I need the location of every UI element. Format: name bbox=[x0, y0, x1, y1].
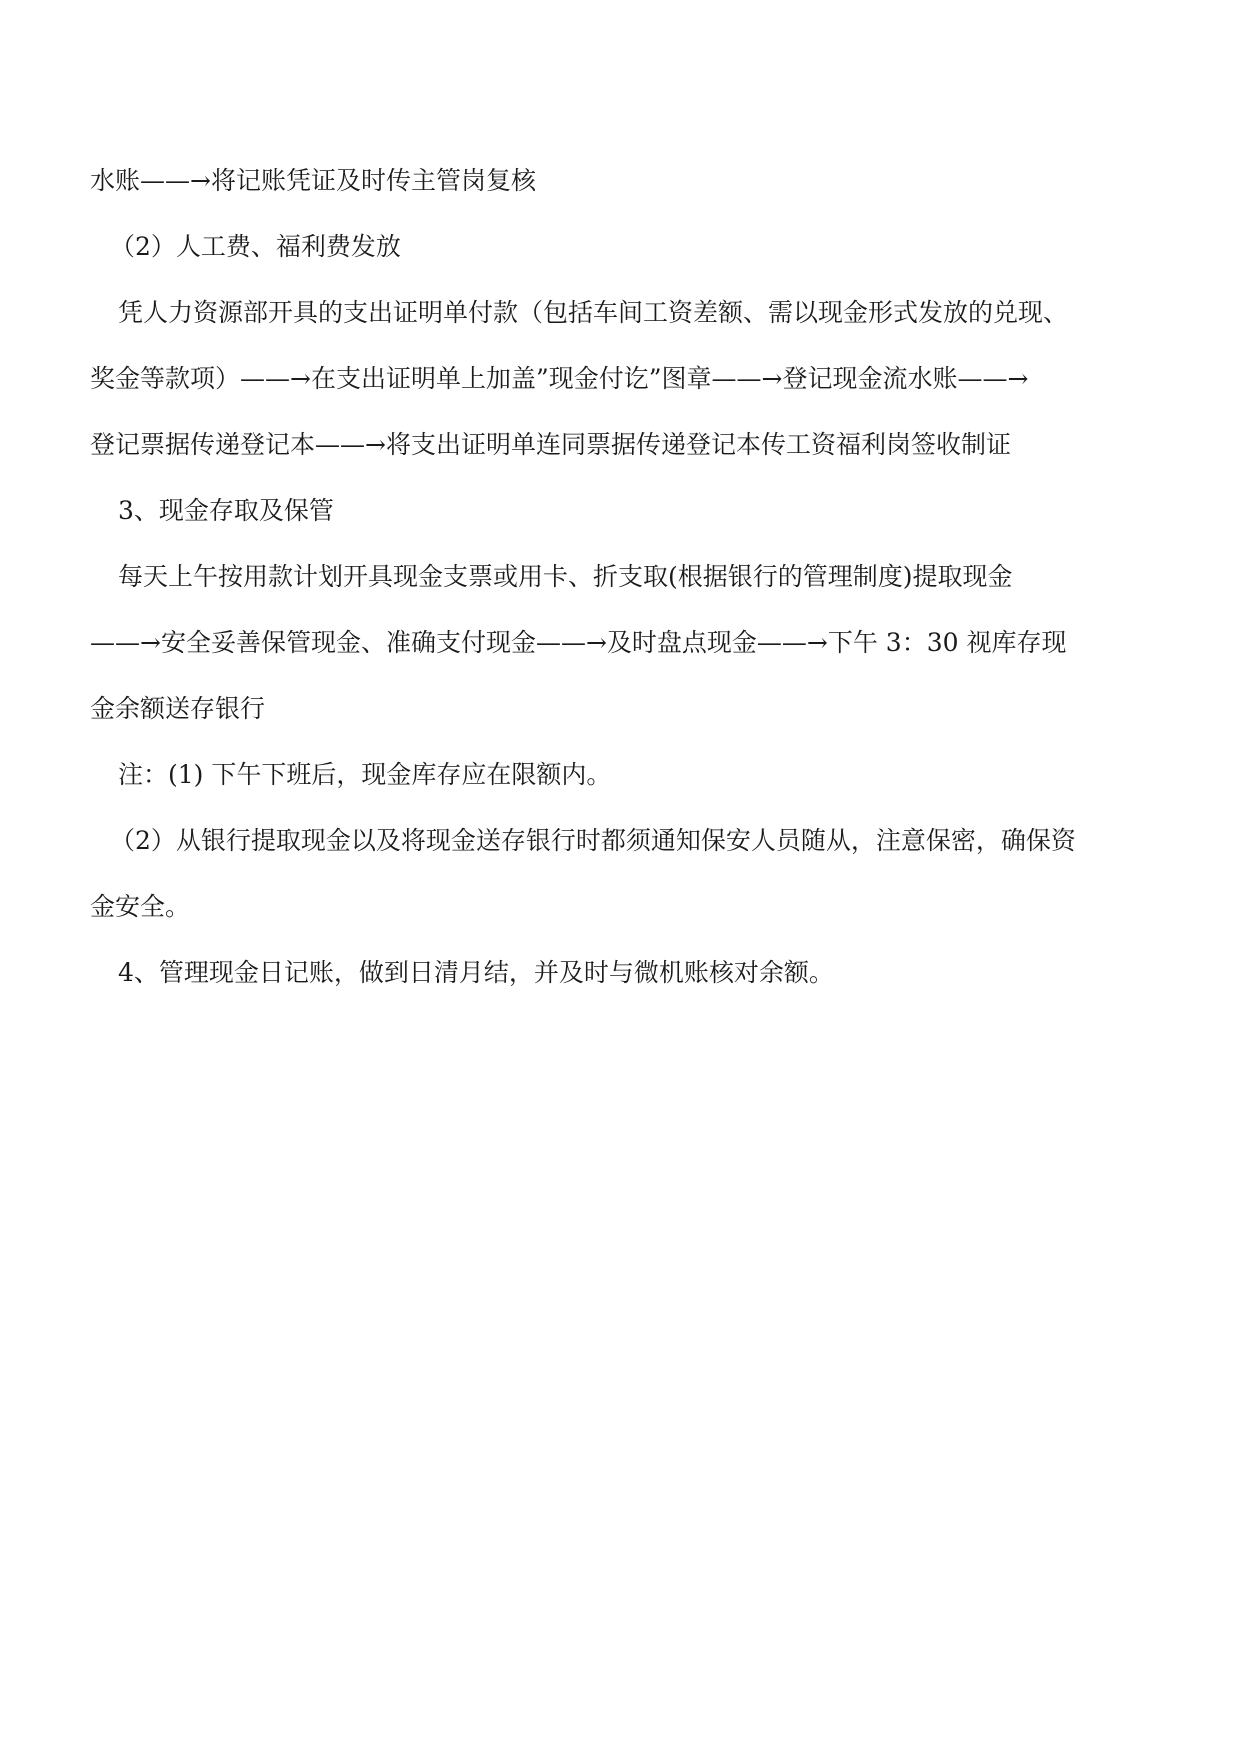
text-line: 登记票据传递登记本——→将支出证明单连同票据传递登记本传工资福利岗签收制证 bbox=[90, 430, 1011, 459]
section-heading: （2）人工费、福利费发放 bbox=[110, 232, 401, 261]
text-line: 每天上午按用款计划开具现金支票或用卡、折支取(根据银行的管理制度)提取现金 bbox=[118, 562, 1013, 591]
text-line: 凭人力资源部开具的支出证明单付款（包括车间工资差额、需以现金形式发放的兑现、 bbox=[118, 298, 1069, 327]
text-line: ——→安全妥善保管现金、准确支付现金——→及时盘点现金——→下午 3：30 视库存现 bbox=[90, 628, 1067, 657]
note-line: （2）从银行提取现金以及将现金送存银行时都须通知保安人员随从，注意保密，确保资 bbox=[110, 826, 1076, 855]
note-line: 金安全。 bbox=[90, 892, 191, 921]
text-line: 奖金等款项）——→在支出证明单上加盖”现金付讫”图章——→登记现金流水账——→ bbox=[90, 364, 1029, 393]
section-heading: 3、现金存取及保管 bbox=[118, 496, 334, 525]
text-line: 水账——→将记账凭证及时传主管岗复核 bbox=[90, 166, 536, 195]
note-line: 注：(1) 下午下班后，现金库存应在限额内。 bbox=[118, 760, 612, 789]
text-line: 4、管理现金日记账，做到日清月结，并及时与微机账核对余额。 bbox=[118, 958, 834, 987]
text-line: 金余额送存银行 bbox=[90, 694, 266, 723]
